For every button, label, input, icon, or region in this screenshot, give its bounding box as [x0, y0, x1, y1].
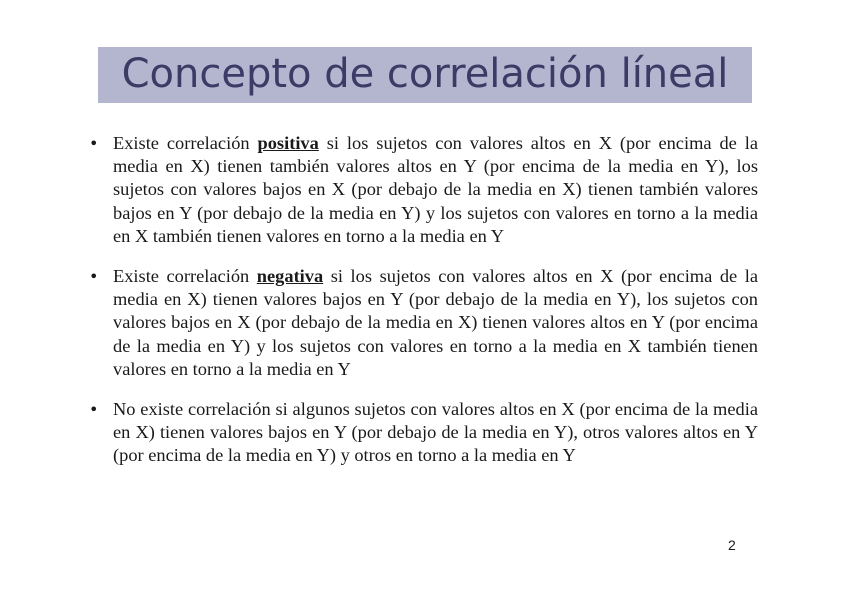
bullet-text-lead: Existe correlación — [113, 133, 258, 153]
bullet-text-lead: Existe correlación — [113, 266, 257, 287]
bullet-item-negative-correlation — [89, 265, 758, 381]
slide-title: Concepto de correlación líneal — [121, 51, 729, 97]
bullet-marker: • — [89, 267, 99, 287]
keyword-positiva: positiva — [257, 133, 319, 153]
page-number: 2 — [728, 537, 736, 553]
keyword-negativa: negativa — [256, 266, 324, 287]
bullet-text — [113, 265, 758, 381]
bullet-text-body: si los sujetos con valores altos en X (por encima de la media en X) tienen valores bajos en Y (por debajo de la media en Y), los sujetos con valores bajos en X (por debajo de la media en X) tienen valores altos en Y (por encima de la media en Y) y los sujetos con valores en torno a la media en X también tienen valores en torno a la media en Y — [113, 266, 758, 379]
bullet-item-positive-correlation — [89, 132, 758, 248]
bullet-marker: • — [89, 134, 99, 153]
bullet-text-body: si los sujetos con valores altos en X (por encima de la media en X) tienen también valores altos en Y (por encima de la media en Y), los sujetos con valores bajos en X (por debajo de la media en X) tienen también valores bajos en Y (por debajo de la media en Y) y los sujetos con valores en torno a la media en X también tienen valores en torno a la media en Y — [113, 133, 758, 246]
bullet-text: No existe correlación si algunos sujetos con valores altos en X (por encima de la media en X) tienen valores bajos en Y (por debajo de la media en Y), otros valores altos en Y (por encima de la media en Y) y otros en torno a la media en Y — [113, 399, 758, 466]
bullet-list — [89, 132, 758, 485]
bullet-item-no-correlation — [89, 398, 758, 468]
bullet-marker: • — [89, 400, 99, 420]
slide-title-banner — [98, 47, 752, 103]
bullet-text — [113, 132, 758, 248]
